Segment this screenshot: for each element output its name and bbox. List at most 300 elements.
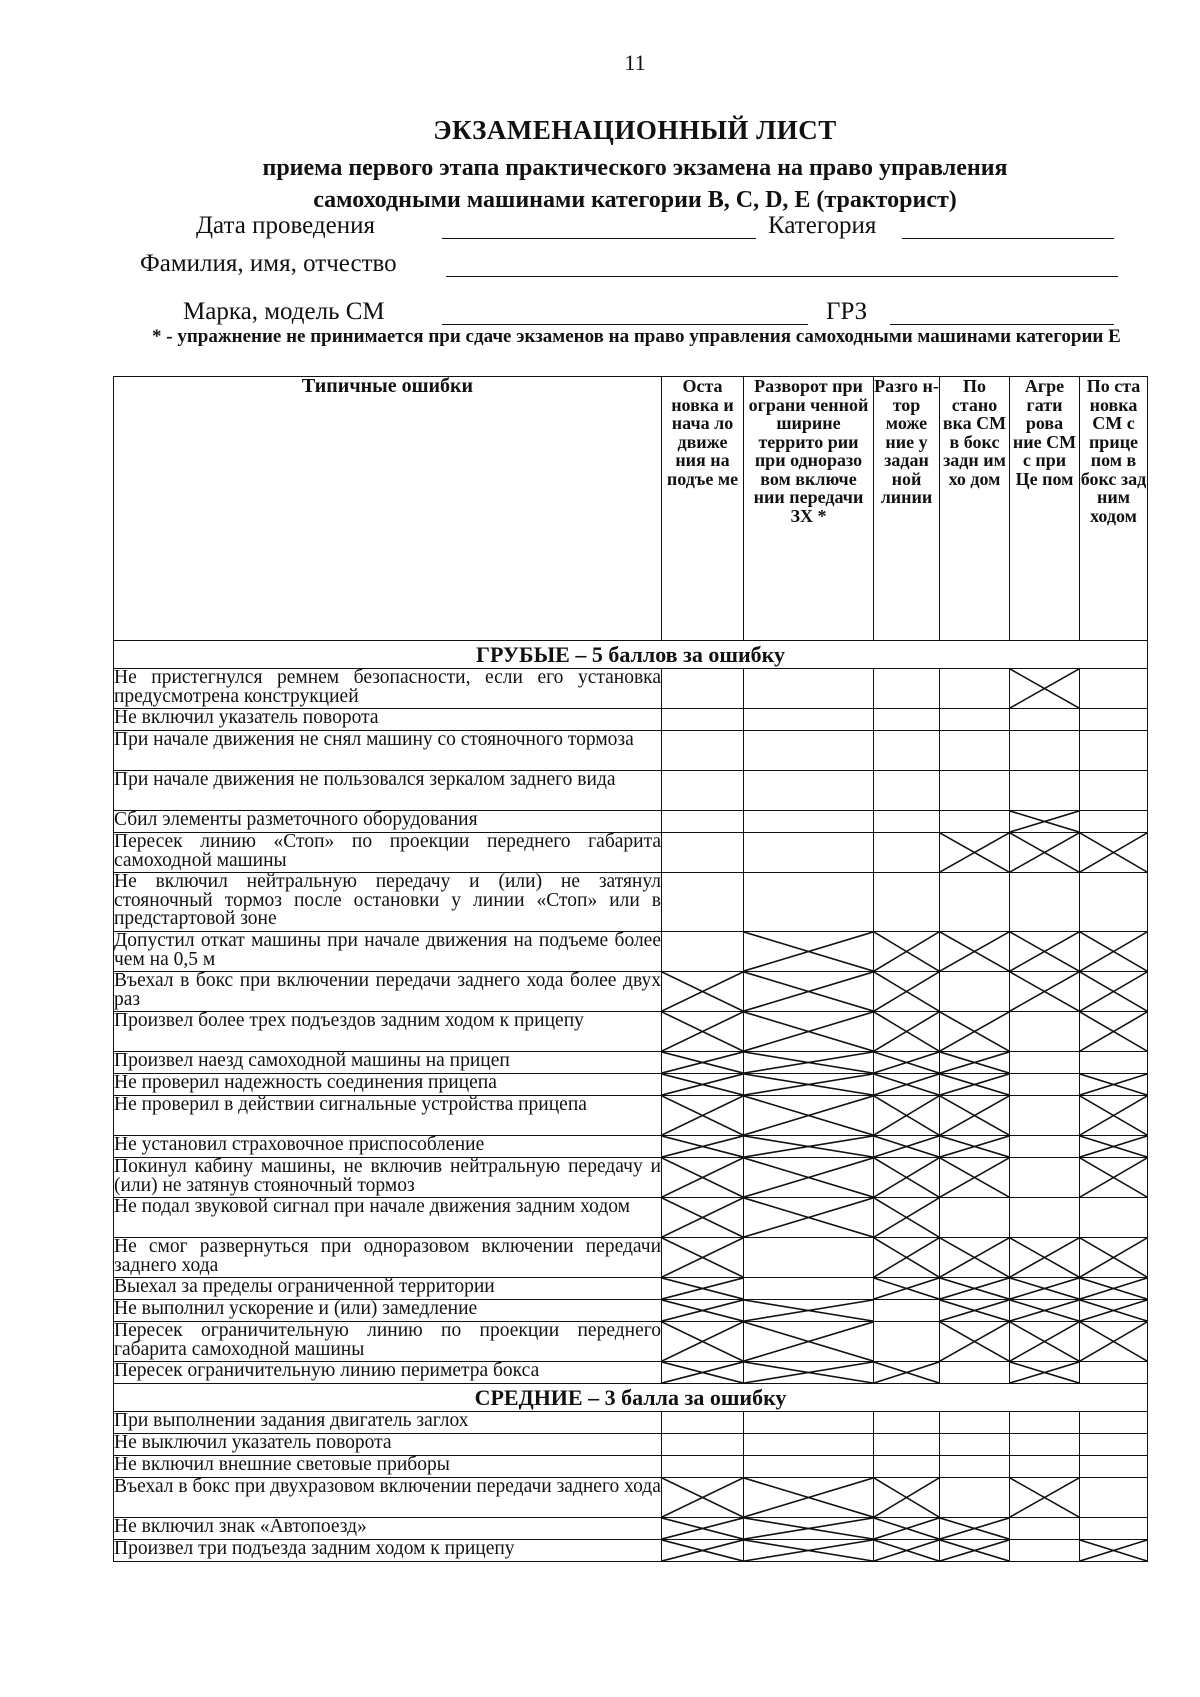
score-cell[interactable]: [662, 873, 744, 932]
not-applicable-cell: [874, 1362, 940, 1384]
score-cell[interactable]: [1010, 1012, 1080, 1052]
cross-mark-icon: [874, 1158, 939, 1197]
cross-mark-icon: [874, 1518, 939, 1539]
error-description: Не включил указатель поворота: [114, 709, 662, 731]
not-applicable-cell: [662, 1158, 744, 1198]
cross-mark-icon: [940, 1540, 1009, 1561]
cross-mark-icon: [744, 1518, 873, 1539]
cross-mark-icon: [874, 1096, 939, 1135]
score-cell[interactable]: [874, 873, 940, 932]
category-field[interactable]: [902, 238, 1114, 239]
not-applicable-cell: [744, 1158, 874, 1198]
score-cell[interactable]: [1010, 1434, 1080, 1456]
table-row: [114, 1136, 1148, 1158]
cross-mark-icon: [940, 1136, 1009, 1157]
cross-mark-icon: [744, 1136, 873, 1157]
table-row: [114, 1074, 1148, 1096]
score-cell[interactable]: [940, 811, 1010, 833]
score-cell[interactable]: [1080, 669, 1148, 709]
error-description: Не проверил надежность соединения прицепа: [114, 1074, 662, 1096]
cross-mark-icon: [744, 1540, 873, 1561]
table-row: [114, 1540, 1148, 1562]
table-row: [114, 669, 1148, 709]
score-cell[interactable]: [940, 1362, 1010, 1384]
score-cell[interactable]: [1010, 1540, 1080, 1562]
date-label: Дата проведения: [196, 212, 375, 239]
score-cell[interactable]: [874, 731, 940, 771]
not-applicable-cell: [744, 1300, 874, 1322]
score-cell[interactable]: [1010, 1412, 1080, 1434]
error-description: Произвел наезд самоходной машины на прицеп: [114, 1052, 662, 1074]
cross-mark-icon: [874, 972, 939, 1011]
score-cell[interactable]: [1080, 1362, 1148, 1384]
not-applicable-cell: [874, 972, 940, 1012]
score-cell[interactable]: [744, 833, 874, 873]
not-applicable-cell: [874, 1012, 940, 1052]
score-cell[interactable]: [874, 1322, 940, 1362]
table-row: [114, 833, 1148, 873]
not-applicable-cell: [744, 1136, 874, 1158]
not-applicable-cell: [662, 1238, 744, 1278]
cross-mark-icon: [1080, 1096, 1147, 1135]
not-applicable-cell: [1080, 1238, 1148, 1278]
section-header-row: [114, 1384, 1148, 1412]
cross-mark-icon: [744, 1322, 873, 1361]
score-cell[interactable]: [1080, 709, 1148, 731]
cross-mark-icon: [1010, 932, 1079, 971]
errors-table: [113, 376, 1148, 1562]
table-row: [114, 1478, 1148, 1518]
score-cell[interactable]: [1080, 1198, 1148, 1238]
not-applicable-cell: [744, 932, 874, 972]
errors-table-body: [114, 641, 1148, 1562]
cross-mark-icon: [1080, 1074, 1147, 1095]
not-applicable-cell: [874, 1136, 940, 1158]
score-cell[interactable]: [662, 1456, 744, 1478]
score-cell[interactable]: [940, 873, 1010, 932]
cross-mark-icon: [662, 1362, 743, 1383]
score-cell[interactable]: [744, 709, 874, 731]
cross-mark-icon: [662, 1074, 743, 1095]
score-cell[interactable]: [744, 1434, 874, 1456]
score-cell[interactable]: [874, 833, 940, 873]
score-cell[interactable]: [744, 1278, 874, 1300]
score-cell[interactable]: [874, 669, 940, 709]
score-cell[interactable]: [662, 771, 744, 811]
cross-mark-icon: [1080, 1322, 1147, 1361]
score-cell[interactable]: [662, 709, 744, 731]
error-description: Произвел три подъезда задним ходом к прицепу: [114, 1540, 662, 1562]
error-description: Не проверил в действии сигнальные устройства прицепа: [114, 1096, 662, 1136]
table-row: [114, 1238, 1148, 1278]
score-cell[interactable]: [940, 1198, 1010, 1238]
cross-mark-icon: [874, 1362, 939, 1383]
score-cell[interactable]: [662, 833, 744, 873]
error-description: Пересек линию «Стоп» по проекции переднего габарита самоходной машины: [114, 831, 661, 871]
not-applicable-cell: [744, 1362, 874, 1384]
table-row: [114, 731, 1148, 771]
not-applicable-cell: [1010, 1322, 1080, 1362]
not-applicable-cell: [940, 1096, 1010, 1136]
cross-mark-icon: [940, 1074, 1009, 1095]
cross-mark-icon: [1010, 1278, 1079, 1299]
score-cell[interactable]: [874, 771, 940, 811]
not-applicable-cell: [744, 1052, 874, 1074]
score-cell[interactable]: [1080, 811, 1148, 833]
error-description: Не подал звуковой сигнал при начале движения задним ходом: [114, 1198, 662, 1238]
score-cell[interactable]: [1080, 1052, 1148, 1074]
cross-mark-icon: [874, 932, 939, 971]
cross-mark-icon: [1080, 972, 1147, 1011]
not-applicable-cell: [1080, 972, 1148, 1012]
cross-mark-icon: [940, 1278, 1009, 1299]
page-number: 11: [624, 50, 646, 75]
score-cell[interactable]: [662, 811, 744, 833]
error-description: Не выполнил ускорение и (или) замедление: [114, 1300, 662, 1322]
score-cell[interactable]: [744, 1456, 874, 1478]
score-cell[interactable]: [1080, 1434, 1148, 1456]
score-cell[interactable]: [874, 1434, 940, 1456]
not-applicable-cell: [1010, 932, 1080, 972]
error-description: Не включил внешние световые приборы: [114, 1456, 662, 1478]
cross-mark-icon: [662, 972, 743, 1011]
cross-mark-icon: [1080, 1540, 1147, 1561]
not-applicable-cell: [940, 1136, 1010, 1158]
cross-mark-icon: [874, 1278, 939, 1299]
score-cell[interactable]: [1010, 1074, 1080, 1096]
not-applicable-cell: [940, 1238, 1010, 1278]
cross-mark-icon: [744, 1158, 873, 1197]
not-applicable-cell: [744, 1198, 874, 1238]
score-cell[interactable]: [1010, 1136, 1080, 1158]
cross-mark-icon: [744, 1362, 873, 1383]
section-title: СРЕДНИЕ – 3 балла за ошибку: [114, 1384, 1148, 1412]
cross-mark-icon: [744, 972, 873, 1011]
column-header-errors: Типичные ошибки: [114, 377, 662, 641]
score-cell[interactable]: [662, 1412, 744, 1434]
not-applicable-cell: [662, 1362, 744, 1384]
document-subtitle-line-1: приема первого этапа практического экзамена на право управления: [262, 155, 1008, 181]
table-row: [114, 1456, 1148, 1478]
error-description: Выехал за пределы ограниченной территории: [114, 1278, 662, 1300]
not-applicable-cell: [744, 1096, 874, 1136]
not-applicable-cell: [662, 1540, 744, 1562]
cross-mark-icon: [940, 1518, 1009, 1539]
not-applicable-cell: [1010, 811, 1080, 833]
cross-mark-icon: [1080, 1136, 1147, 1157]
not-applicable-cell: [662, 1478, 744, 1518]
model-field[interactable]: [442, 324, 808, 325]
score-cell[interactable]: [744, 1412, 874, 1434]
not-applicable-cell: [744, 972, 874, 1012]
cross-mark-icon: [662, 1096, 743, 1135]
cross-mark-icon: [940, 932, 1009, 971]
cross-mark-icon: [940, 1012, 1009, 1051]
not-applicable-cell: [1010, 833, 1080, 873]
cross-mark-icon: [1010, 1362, 1079, 1383]
not-applicable-cell: [1080, 1278, 1148, 1300]
cross-mark-icon: [874, 1136, 939, 1157]
not-applicable-cell: [940, 1012, 1010, 1052]
score-cell[interactable]: [744, 1238, 874, 1278]
score-cell[interactable]: [1080, 1412, 1148, 1434]
cross-mark-icon: [1080, 1300, 1147, 1321]
grz-field[interactable]: [890, 324, 1114, 325]
not-applicable-cell: [874, 1052, 940, 1074]
score-cell[interactable]: [940, 1434, 1010, 1456]
table-row: [114, 1412, 1148, 1434]
table-row: [114, 811, 1148, 833]
not-applicable-cell: [1080, 1136, 1148, 1158]
cross-mark-icon: [744, 1300, 873, 1321]
score-cell[interactable]: [662, 1434, 744, 1456]
not-applicable-cell: [940, 1074, 1010, 1096]
error-description: Въехал в бокс при включении передачи заднего хода более двух раз: [114, 970, 661, 1010]
score-cell[interactable]: [1010, 1096, 1080, 1136]
error-description: Пересек ограничительную линию периметра бокса: [114, 1362, 662, 1384]
not-applicable-cell: [662, 1198, 744, 1238]
score-cell[interactable]: [940, 731, 1010, 771]
not-applicable-cell: [662, 1136, 744, 1158]
score-cell[interactable]: [1010, 771, 1080, 811]
not-applicable-cell: [940, 1322, 1010, 1362]
column-header-exercise-6: По ста новка СМ с прице пом в бокс зад ним ходом: [1080, 377, 1148, 641]
cross-mark-icon: [940, 1238, 1009, 1277]
cross-mark-icon: [662, 1136, 743, 1157]
cross-mark-icon: [1080, 1158, 1147, 1197]
not-applicable-cell: [1080, 1322, 1148, 1362]
not-applicable-cell: [874, 1158, 940, 1198]
score-cell[interactable]: [744, 771, 874, 811]
not-applicable-cell: [874, 1278, 940, 1300]
table-row: [114, 1096, 1148, 1136]
not-applicable-cell: [1080, 1012, 1148, 1052]
cross-mark-icon: [662, 1012, 743, 1051]
score-cell[interactable]: [874, 1412, 940, 1434]
fio-label: Фамилия, имя, отчество: [140, 250, 397, 277]
cross-mark-icon: [744, 1198, 873, 1237]
not-applicable-cell: [662, 1074, 744, 1096]
cross-mark-icon: [874, 1478, 939, 1517]
not-applicable-cell: [662, 1300, 744, 1322]
score-cell[interactable]: [940, 972, 1010, 1012]
cross-mark-icon: [662, 1478, 743, 1517]
not-applicable-cell: [940, 1540, 1010, 1562]
column-header-exercise-2: Разворот при ограни ченной ширине террито рии при одноразо вом включе нии передачи ЗХ *: [744, 377, 874, 641]
score-cell[interactable]: [874, 1456, 940, 1478]
error-description: Не пристегнулся ремнем безопасности, если его установка предусмотрена конструкцией: [114, 667, 661, 707]
not-applicable-cell: [1010, 1278, 1080, 1300]
section-header-row: [114, 641, 1148, 669]
cross-mark-icon: [662, 1300, 743, 1321]
not-applicable-cell: [874, 1074, 940, 1096]
table-row: [114, 932, 1148, 972]
error-description: При начале движения не пользовался зеркалом заднего вида: [114, 771, 662, 811]
score-cell[interactable]: [940, 1456, 1010, 1478]
cross-mark-icon: [1010, 1478, 1079, 1517]
cross-mark-icon: [744, 1012, 873, 1051]
score-cell[interactable]: [662, 932, 744, 972]
not-applicable-cell: [744, 1540, 874, 1562]
table-row: [114, 1278, 1148, 1300]
not-applicable-cell: [662, 1012, 744, 1052]
not-applicable-cell: [940, 932, 1010, 972]
score-cell[interactable]: [1010, 1198, 1080, 1238]
cross-mark-icon: [662, 1518, 743, 1539]
not-applicable-cell: [874, 1096, 940, 1136]
score-cell[interactable]: [1080, 1518, 1148, 1540]
error-description: Не выключил указатель поворота: [114, 1434, 662, 1456]
cross-mark-icon: [662, 1238, 743, 1277]
cross-mark-icon: [1010, 972, 1079, 1011]
cross-mark-icon: [1010, 1238, 1079, 1277]
score-cell[interactable]: [874, 1300, 940, 1322]
table-row: [114, 771, 1148, 811]
score-cell[interactable]: [1010, 1456, 1080, 1478]
error-description: Покинул кабину машины, не включив нейтральную передачу и (или) не затянув стояночный тормоз: [114, 1156, 661, 1196]
not-applicable-cell: [744, 1322, 874, 1362]
cross-mark-icon: [1010, 811, 1079, 832]
cross-mark-icon: [744, 1052, 873, 1073]
cross-mark-icon: [1010, 1300, 1079, 1321]
not-applicable-cell: [662, 972, 744, 1012]
document-subtitle-line-2: самоходными машинами категории B, C, D, E (тракторист): [313, 187, 957, 213]
cross-mark-icon: [940, 1322, 1009, 1361]
error-description: Допустил откат машины при начале движения на подъеме более чем на 0,5 м: [114, 930, 661, 970]
score-cell[interactable]: [1010, 1158, 1080, 1198]
not-applicable-cell: [1010, 1238, 1080, 1278]
not-applicable-cell: [1080, 1074, 1148, 1096]
error-description: Не установил страховочное приспособление: [114, 1136, 662, 1158]
not-applicable-cell: [744, 1074, 874, 1096]
not-applicable-cell: [1080, 1540, 1148, 1562]
cross-mark-icon: [874, 1540, 939, 1561]
score-cell[interactable]: [1010, 1518, 1080, 1540]
not-applicable-cell: [874, 1540, 940, 1562]
score-cell[interactable]: [744, 731, 874, 771]
score-cell[interactable]: [662, 669, 744, 709]
score-cell[interactable]: [940, 709, 1010, 731]
table-row: [114, 1012, 1148, 1052]
cross-mark-icon: [874, 1074, 939, 1095]
cross-mark-icon: [874, 1238, 939, 1277]
grz-label: ГРЗ: [826, 298, 868, 325]
column-header-exercise-5: Агре гати рова ние СМ с при Це пом: [1010, 377, 1080, 641]
not-applicable-cell: [1010, 1362, 1080, 1384]
header-row: [114, 377, 1148, 641]
table-row: [114, 873, 1148, 932]
cross-mark-icon: [662, 1278, 743, 1299]
score-cell[interactable]: [1010, 709, 1080, 731]
cross-mark-icon: [940, 1300, 1009, 1321]
error-description: Въехал в бокс при двухразовом включении передачи заднего хода: [114, 1478, 662, 1518]
score-cell[interactable]: [1080, 1478, 1148, 1518]
table-row: [114, 1322, 1148, 1362]
not-applicable-cell: [874, 1478, 940, 1518]
score-cell[interactable]: [874, 709, 940, 731]
score-cell[interactable]: [940, 669, 1010, 709]
score-cell[interactable]: [1010, 1052, 1080, 1074]
not-applicable-cell: [874, 1198, 940, 1238]
date-field[interactable]: [442, 238, 756, 239]
table-row: [114, 1158, 1148, 1198]
score-cell[interactable]: [940, 1478, 1010, 1518]
error-description: Не смог развернуться при одноразовом включении передачи заднего хода: [114, 1236, 661, 1276]
score-cell[interactable]: [744, 669, 874, 709]
cross-mark-icon: [1080, 1238, 1147, 1277]
cross-mark-icon: [744, 1074, 873, 1095]
cross-mark-icon: [940, 833, 1009, 872]
model-label: Марка, модель СМ: [183, 298, 385, 325]
not-applicable-cell: [1080, 1158, 1148, 1198]
cross-mark-icon: [662, 1540, 743, 1561]
not-applicable-cell: [662, 1278, 744, 1300]
score-cell[interactable]: [1080, 731, 1148, 771]
not-applicable-cell: [1010, 972, 1080, 1012]
not-applicable-cell: [874, 1518, 940, 1540]
cross-mark-icon: [940, 1096, 1009, 1135]
table-row: [114, 1198, 1148, 1238]
table-row: [114, 972, 1148, 1012]
not-applicable-cell: [874, 932, 940, 972]
exercise-note: * - упражнение не принимается при сдаче экзаменов на право управления самоходными машинами категории Е: [152, 326, 1121, 347]
table-row: [114, 709, 1148, 731]
column-header-exercise-4: По стано вка СМ в бокс задн им хо дом: [940, 377, 1010, 641]
cross-mark-icon: [874, 1012, 939, 1051]
not-applicable-cell: [662, 1518, 744, 1540]
cross-mark-icon: [1010, 1322, 1079, 1361]
not-applicable-cell: [874, 1238, 940, 1278]
score-cell[interactable]: [1010, 873, 1080, 932]
score-cell[interactable]: [940, 771, 1010, 811]
cross-mark-icon: [874, 1052, 939, 1073]
not-applicable-cell: [744, 1518, 874, 1540]
error-description: Пересек ограничительную линию по проекции переднего габарита самоходной машины: [114, 1320, 661, 1360]
cross-mark-icon: [1010, 833, 1079, 872]
cross-mark-icon: [1080, 1278, 1147, 1299]
cross-mark-icon: [662, 1198, 743, 1237]
not-applicable-cell: [1080, 1096, 1148, 1136]
score-cell[interactable]: [1010, 731, 1080, 771]
not-applicable-cell: [662, 1052, 744, 1074]
score-cell[interactable]: [744, 873, 874, 932]
score-cell[interactable]: [1080, 1456, 1148, 1478]
cross-mark-icon: [1080, 833, 1147, 872]
error-description: При выполнении задания двигатель заглох: [114, 1412, 662, 1434]
score-cell[interactable]: [940, 1412, 1010, 1434]
fio-field[interactable]: [446, 276, 1118, 277]
not-applicable-cell: [1010, 1478, 1080, 1518]
cross-mark-icon: [662, 1322, 743, 1361]
score-cell[interactable]: [662, 731, 744, 771]
not-applicable-cell: [1010, 1300, 1080, 1322]
not-applicable-cell: [744, 1012, 874, 1052]
not-applicable-cell: [662, 1096, 744, 1136]
not-applicable-cell: [744, 1478, 874, 1518]
not-applicable-cell: [940, 833, 1010, 873]
score-cell[interactable]: [1080, 873, 1148, 932]
error-description: При начале движения не снял машину со стояночного тормоза: [114, 731, 662, 771]
not-applicable-cell: [1010, 669, 1080, 709]
score-cell[interactable]: [744, 811, 874, 833]
score-cell[interactable]: [874, 811, 940, 833]
error-description: Не включил нейтральную передачу и (или) не затянул стояночный тормоз после остановки у линии «Стоп» или в предстартовой зоне: [114, 873, 662, 932]
cross-mark-icon: [1080, 1012, 1147, 1051]
table-row: [114, 1300, 1148, 1322]
cross-mark-icon: [662, 1158, 743, 1197]
score-cell[interactable]: [1080, 771, 1148, 811]
cross-mark-icon: [940, 1158, 1009, 1197]
